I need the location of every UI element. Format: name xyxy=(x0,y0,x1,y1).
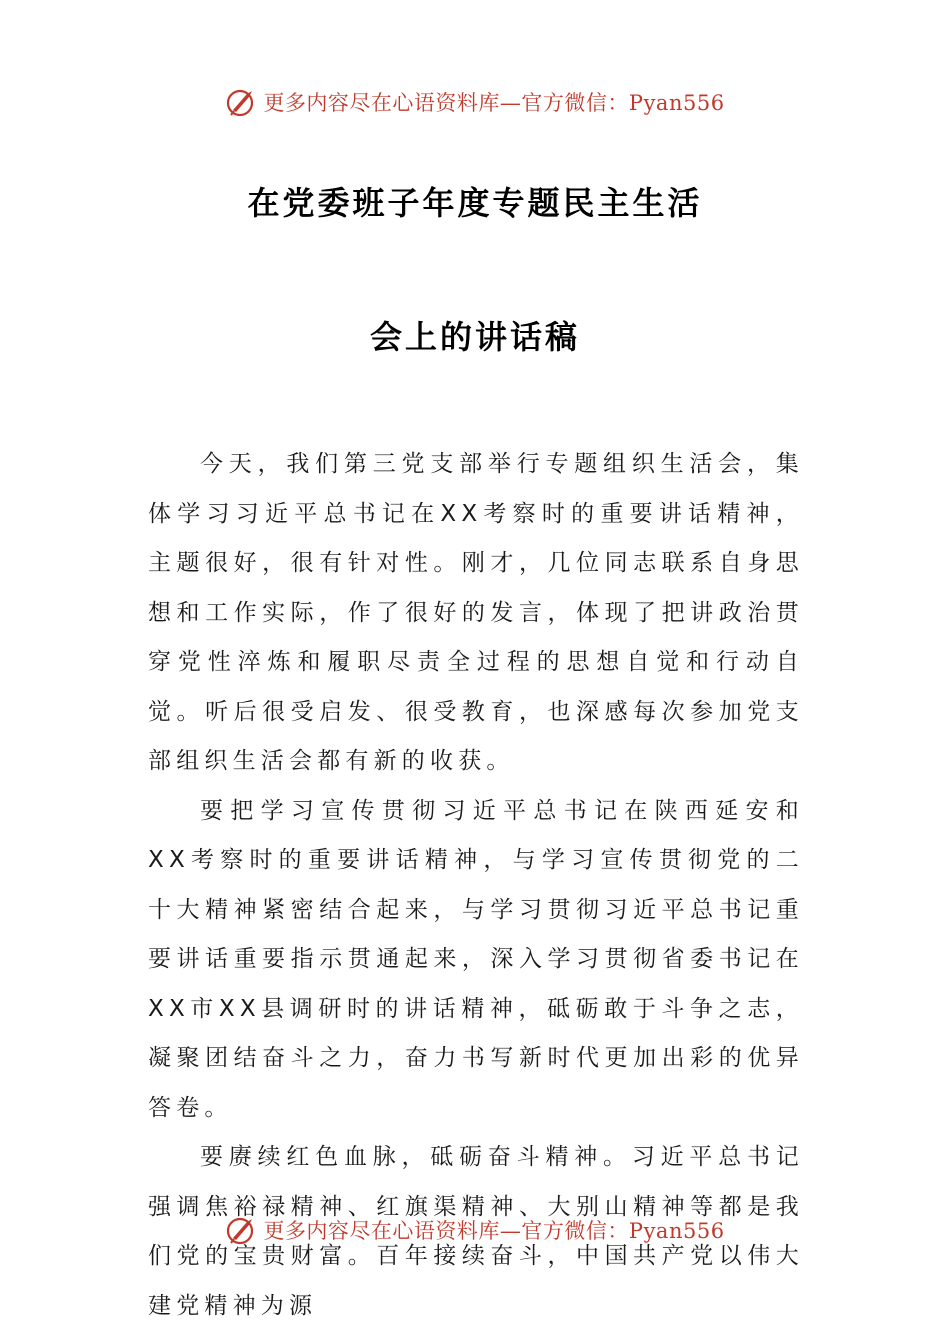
footer-banner xyxy=(0,1210,950,1250)
body-paragraph-2: 要把学习宣传贯彻习近平总书记在陕西延安和XX考察时的重要讲话精神，与学习宣传贯彻党的二十大精神紧密结合起来，与学习贯彻习近平总书记重要讲话重要指示贯通起来，深入学习贯彻省委书记在XX市XX县调研时的讲话精神，砥砺敢于斗争之志，凝聚团结奋斗之力，奋力书写新时代更加出彩的优异答卷。 xyxy=(148,797,804,1121)
header-banner xyxy=(0,82,950,122)
body-paragraph-1: 今天，我们第三党支部举行专题组织生活会，集体学习习近平总书记在XX考察时的重要讲话精神，主题很好，很有针对性。刚才，几位同志联系自身思想和工作实际，作了很好的发言，体现了把讲政治贯穿党性淬炼和履职尽责全过程的思想自觉和行动自觉。听后很受启发、很受教育，也深感每次参加党支部组织生活会都有新的收获。 xyxy=(148,451,804,774)
document-title-line-1: 在党委班子年度专题民主生活 xyxy=(247,184,703,222)
pen-logo-icon xyxy=(225,1213,259,1247)
document-title-line-2: 会上的讲话稿 xyxy=(369,318,580,356)
pen-logo-icon xyxy=(225,85,259,119)
document-body xyxy=(148,440,804,1331)
body-paragraph-3: 要赓续红色血脉，砥砺奋斗精神。习近平总书记强调焦裕禄精神、红旗渠精神、大别山精神等都是我们党的宝贵财富。百年接续奋斗，中国共产党以伟大建党精神为源 xyxy=(148,1144,804,1319)
footer-banner-text: 更多内容尽在心语资料库—官方微信：Pyan556 xyxy=(263,1219,725,1243)
header-banner-text: 更多内容尽在心语资料库—官方微信：Pyan556 xyxy=(263,91,725,115)
